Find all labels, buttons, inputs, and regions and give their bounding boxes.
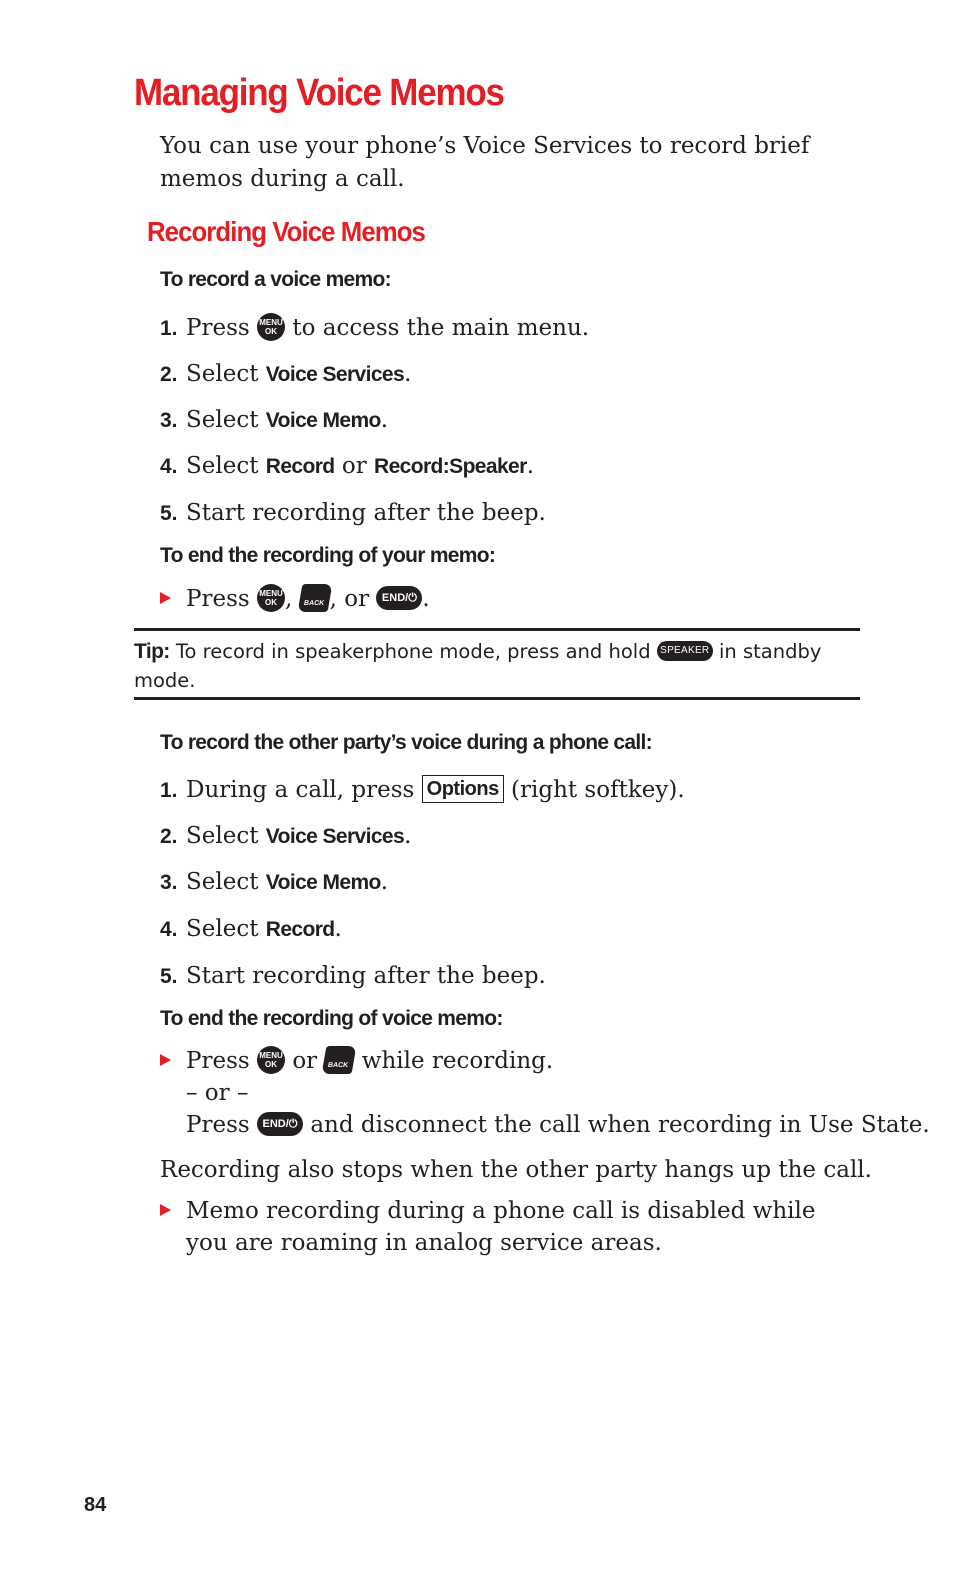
section-title: Recording Voice Memos	[147, 216, 425, 247]
menu-option-voice-memo: Voice Memo	[265, 871, 381, 894]
bullet-arrow-icon	[160, 1204, 171, 1216]
subheading-record-memo: To record a voice memo:	[160, 268, 391, 291]
subheading-end-recording: To end the recording of your memo:	[160, 544, 496, 567]
menu-option-record: Record	[265, 455, 335, 478]
step-item: 2. Select Voice Services.	[160, 820, 411, 852]
end-power-key-icon: END/⏻	[376, 586, 422, 610]
step-number: 2.	[160, 825, 178, 848]
speaker-key-icon: SPEAKER	[657, 641, 713, 661]
step-number: 5.	[160, 965, 178, 988]
page-number: 84	[84, 1494, 107, 1516]
options-softkey: Options	[422, 775, 504, 803]
step-item: 3. Select Voice Memo.	[160, 404, 388, 436]
step-number: 1.	[160, 779, 178, 802]
page-title: Managing Voice Memos	[134, 72, 504, 114]
end-voice-memo-bullet: Press MENU OK or BACK while recording. – or – Press END/⏻ and disconnect the call when recording in Use State.	[160, 1045, 860, 1141]
subheading-end-voice-memo: To end the recording of voice memo:	[160, 1007, 503, 1030]
recording-stops-note: Recording also stops when the other party hangs up the call.	[160, 1157, 872, 1183]
step-item: 5. Start recording after the beep.	[160, 497, 546, 529]
menu-option-record-speaker: Record:Speaker	[374, 455, 527, 478]
step-item: 1. During a call, press Options (right softkey).	[160, 774, 685, 806]
or-separator: – or –	[186, 1080, 249, 1106]
step-number: 4.	[160, 918, 178, 941]
step-item: 4. Select Record or Record:Speaker.	[160, 450, 534, 482]
menu-option-voice-services: Voice Services	[265, 825, 405, 848]
intro-paragraph: You can use your phone’s Voice Services to record brief memos during a call.	[160, 133, 810, 192]
step-number: 2.	[160, 363, 178, 386]
menu-option-voice-services: Voice Services	[265, 363, 405, 386]
tip-text: Tip: To record in speakerphone mode, press and hold SPEAKER in standby mode.	[134, 640, 822, 692]
menu-option-voice-memo: Voice Memo	[265, 409, 381, 432]
step-number: 1.	[160, 317, 178, 340]
step-item: 3. Select Voice Memo.	[160, 866, 388, 898]
step-item: 1. Press MENU OK to access the main menu.	[160, 312, 589, 344]
step-item: 4. Select Record.	[160, 913, 342, 945]
tip-box	[134, 628, 860, 700]
subheading-record-other-party: To record the other party’s voice during a phone call:	[160, 731, 652, 754]
step-number: 5.	[160, 502, 178, 525]
step-number: 4.	[160, 455, 178, 478]
tip-label: Tip:	[134, 640, 170, 663]
menu-ok-key-icon: MENU OK	[257, 584, 285, 612]
menu-ok-key-icon: MENU OK	[257, 313, 285, 341]
end-recording-bullet: Press MENU OK , BACK , or END/⏻ .	[160, 583, 430, 615]
menu-option-record: Record	[265, 918, 335, 941]
step-number: 3.	[160, 409, 178, 432]
step-number: 3.	[160, 871, 178, 894]
step-item: 5. Start recording after the beep.	[160, 960, 546, 992]
back-key-icon: BACK	[297, 584, 332, 612]
menu-ok-key-icon: MENU OK	[257, 1046, 285, 1074]
back-key-icon: BACK	[322, 1046, 357, 1074]
step-item: 2. Select Voice Services.	[160, 358, 411, 390]
end-power-key-icon: END/⏻	[257, 1112, 303, 1136]
bullet-arrow-icon	[160, 592, 171, 604]
bullet-arrow-icon	[160, 1054, 171, 1066]
roaming-note-bullet: Memo recording during a phone call is disabled while you are roaming in analog service areas.	[160, 1195, 860, 1259]
